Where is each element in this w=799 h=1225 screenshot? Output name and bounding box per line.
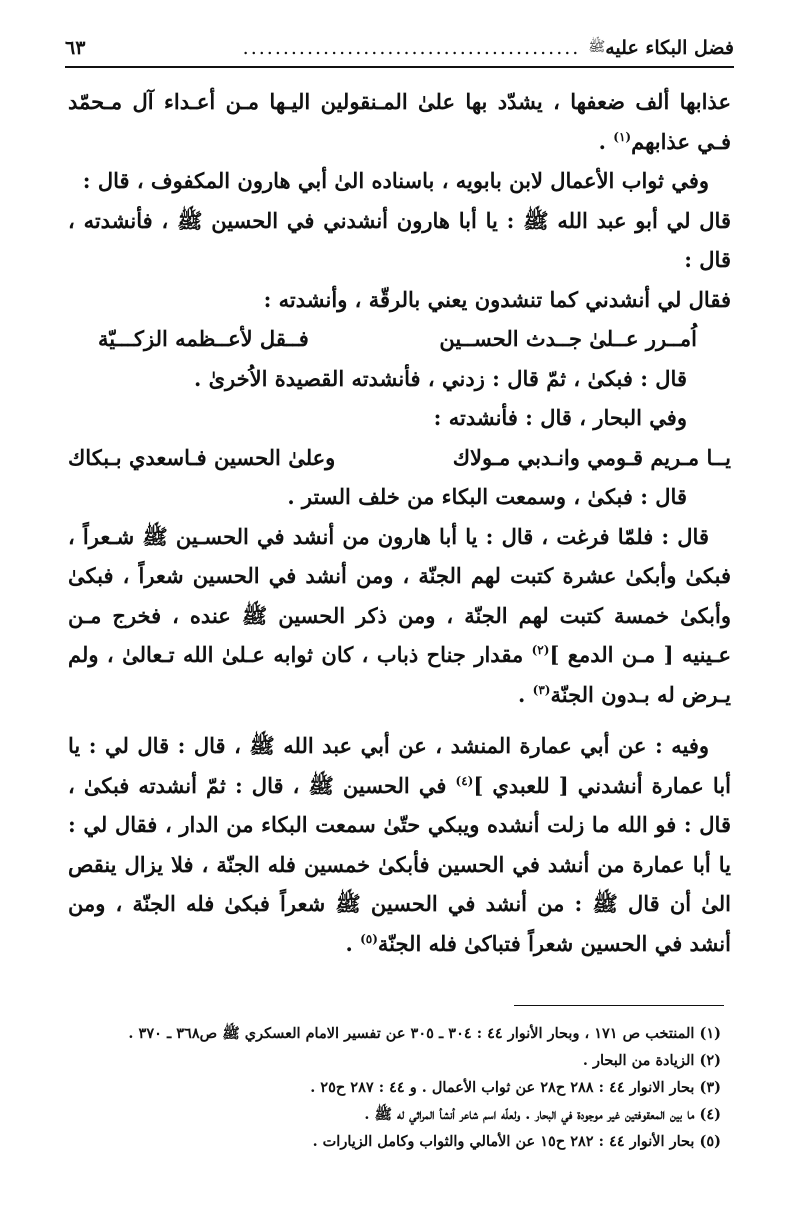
footnotes [68,1020,721,1155]
verse-1-second-hemistich: فــقل لأعــظمه الزكـــيّة [98,326,309,351]
honorific-mark: ﷺ [588,39,606,55]
footnote-ref-3[interactable]: (٣) [532,682,551,697]
verse-2-first-hemistich: يــا مـريم قـومي وانـدبي مـولاك [452,444,731,470]
main-text [68,82,731,963]
footnote-ref-5[interactable]: (٥) [360,931,378,946]
footnote-1: (١) المنتخب ص ١٧١ ، وبحار الأنوار ٤٤ : ٣٠٤ ـ ٣٠٥ عن تفسير الامام العسكري ﷺ ص٣٦٨ ـ ٣٧٠ . [128,1025,721,1042]
paragraph-4: وفي البحار ، قال : فأنشدته : [433,405,687,430]
footnote-5: (٥) بحار الأنوار ٤٤ : ٢٨٢ ح١٥ عن الأمالي والثواب وكامل الزيارات . [312,1133,721,1150]
footnote-ref-2[interactable]: (٢) [531,643,550,657]
footnote-2: (٢) الزيادة من البحار . [582,1052,721,1069]
verse-1-first-hemistich: اُمــرر عــلىٰ جــدث الحســين [439,326,697,351]
verse-2-second-hemistich: وعلىٰ الحسين فـاسعدي بـبكاك [68,444,336,470]
header-title: فضل البكاء عليه [605,37,734,59]
running-header [65,30,734,68]
paragraph-2-line-1: وفي ثواب الأعمال لابن بابويه ، باسناده الىٰ أبي هارون المكفوف ، قال : [82,168,709,193]
verse-2 [68,438,731,478]
paragraph-2-line-2: قال لي أبو عبد الله ﷺ : يا أبا هارون أنشدني في الحسين ﷺ ، فأنشدته ، قال : [68,207,731,272]
footnote-4: (٤) ما بين المعقوفتين غير موجودة في البحار . ولعلّه اسم شاعر أنشأ المراثي له ﷺ . [364,1106,721,1123]
footnote-3: (٣) بحار الانوار ٤٤ : ٢٨٨ ح٢٨ عن ثواب الأعمال . و ٤٤ : ٢٨٧ ح٢٥ . [310,1079,721,1096]
paragraph-2-line-3: فقال لي أنشدني كما تنشدون يعني بالرقّة ، وأنشدته : [263,286,731,312]
footnote-separator [514,1005,724,1006]
footnote-ref-1[interactable]: (١) [613,129,632,144]
paragraph-3: قال : فبكىٰ ، ثمّ قال : زدني ، فأنشدته القصيدة الاُخرىٰ . [193,365,687,391]
header-leader-dots: .......................................... [242,37,581,59]
verse-1 [68,319,731,359]
footnote-ref-4[interactable]: (٤) [455,773,474,788]
paragraph-1: عذابها ألف ضعفها ، يشدّد بها علىٰ المـنقولين اليـها مـن أعـداء آل مـحمّد فـي عذابهم$^{(١)}$ . [68,89,731,154]
paragraph-7: وفيه : عن أبي عمارة المنشد ، عن أبي عبد الله ﷺ ، قال : قال لي : يا أبا عمارة أنشدني [ للعبدي ]$^{(٤)}$ في الحسين ﷺ ، قال : ثمّ أنشدته فبكىٰ ، قال : فو الله ما زلت أنشده ويبكي حتّىٰ سمعت البكاء من الدار ، فقال لي : يا أبا عمارة من أنشد في الحسين فأبكىٰ خمسين فله الجنّة ، فلا يزال ينقص الىٰ أن قال ﷺ : من أنشد في الحسين ﷺ شعراً فبكىٰ فله الجنّة ، ومن أنشد في الحسين شعراً فتباكىٰ فله الجنّة$^{(٥)}$ . [68,733,731,956]
paragraph-6: قال : فلمّا فرغت ، قال : يا أبا هارون من أنشد في الحسـين ﷺ شـعراً ، فبكىٰ وأبكىٰ عشرة كتبت لهم الجنّة ، ومن أنشد في الحسين شعراً ، فبكىٰ وأبكىٰ خمسة كتبت لهم الجنّة ، ومن ذكر الحسين ﷺ عنده ، فخرج مـن عـينيه [ مـن الدمع ]$^{(٢)}$ مقدار جناح ذباب ، كان ثوابه عـلىٰ الله تـعالىٰ ، ولم يـرض له بـدون الجنّة$^{(٣)}$ . [68,523,732,707]
page-number: ٦٣ [65,37,86,59]
paragraph-5: قال : فبكىٰ ، وسمعت البكاء من خلف الستر . [287,484,687,509]
